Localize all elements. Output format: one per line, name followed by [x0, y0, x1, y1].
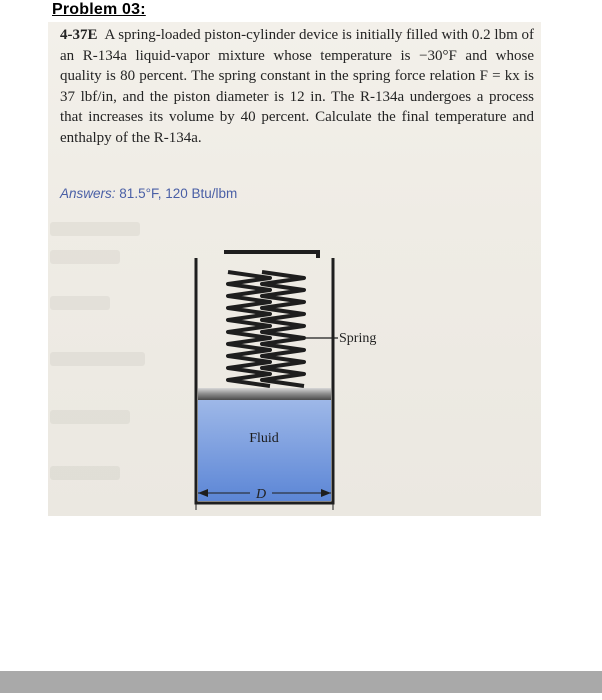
diameter-label: D [255, 487, 267, 502]
answers-label: Answers: [60, 186, 116, 201]
answers-values: 81.5°F, 120 Btu/lbm [119, 186, 238, 201]
fluid-label: Fluid [249, 431, 279, 446]
bottom-bar [0, 671, 602, 693]
spring-label: Spring [339, 331, 377, 346]
problem-body: A spring-loaded piston-cylinder device is initially filled with 0.2 lbm of an R-134a liquid-vapor mixture whose temperature is −30°F and whose quality is 80 percent. The spring constant in the spring force relation F = kx is 37 lbf/in, and the piston diameter is 12 in. The R-134a undergoes a process that increases its volume by 40 percent. Calculate the final temperature and enthalpy of the R-134a. [60, 27, 534, 146]
problem-heading: Problem 03: [52, 1, 146, 18]
piston [198, 388, 331, 400]
fluid-region [198, 400, 331, 501]
cylinder-lid [224, 252, 318, 258]
piston-cylinder-figure [48, 22, 541, 516]
problem-number: 4-37E [60, 27, 98, 43]
